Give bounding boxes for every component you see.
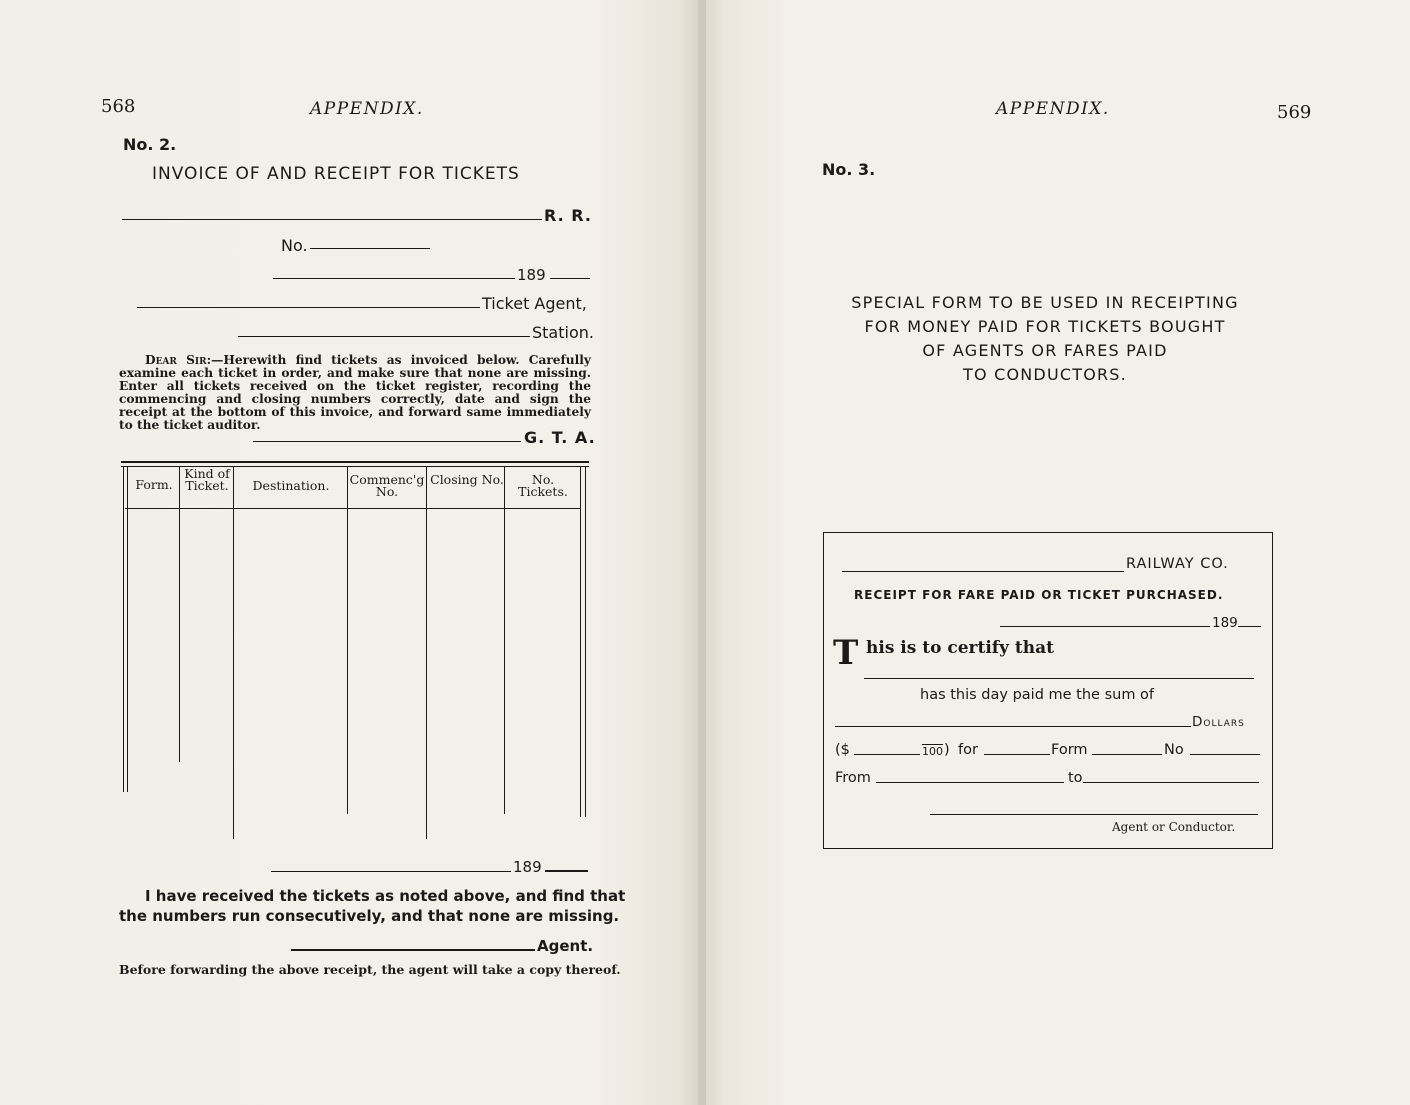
receipt-year-line (1238, 626, 1261, 627)
form-label: Form (1051, 742, 1088, 758)
railway-co-label: RAILWAY CO. (1126, 556, 1229, 572)
receipt-heading: RECEIPT FOR FARE PAID OR TICKET PURCHASED. (854, 588, 1224, 602)
ticket-table (121, 461, 591, 841)
no-label: No. (281, 236, 308, 255)
no-blank (310, 248, 430, 249)
receipt-text-line1: I have received the tickets as noted above, and find that (145, 887, 626, 905)
receipt-year-blank (545, 870, 588, 872)
column-divider (233, 467, 234, 839)
paid-text: has this day paid me the sum of (920, 687, 1155, 703)
year-label: 189 (517, 266, 546, 284)
form-number-3: No. 3. (822, 160, 876, 179)
table-header-kind: Kind of Ticket. (184, 466, 230, 493)
date-blank (273, 278, 515, 279)
table-header-tickets: No. Tickets. (518, 472, 568, 499)
no-label-receipt: No (1164, 742, 1184, 758)
for-label: for (958, 742, 978, 758)
to-label: to (1068, 770, 1083, 786)
from-label: From (835, 770, 871, 786)
special-form-title (800, 291, 1290, 387)
instructions-text: —Herewith find tickets as invoiced below. Carefully examine each ticket in order, and make sure that none are missing. Enter all tickets received on the ticket register, recording the commencing and closing numbers correctly, date and sign the receipt at the bottom of this invoice, and forward same immediately to the ticket auditor. (119, 353, 591, 432)
dollars-amount-line (835, 726, 1191, 727)
salutation: Dear Sir: (145, 353, 212, 367)
special-title-line: TO CONDUCTORS. (963, 365, 1127, 384)
table-left-border-inner (127, 467, 128, 792)
gta-label: G. T. A. (524, 428, 596, 447)
railway-name-blank (842, 571, 1124, 572)
receipt-date-blank (271, 871, 511, 872)
table-header-destination: Destination. (252, 478, 330, 493)
ticket-agent-blank (137, 307, 480, 308)
no-line (1190, 754, 1260, 755)
receipt-date-line (1000, 626, 1210, 627)
form-line (1092, 754, 1162, 755)
cents-fraction: 100 (922, 745, 943, 758)
conductor-signature-line (930, 814, 1258, 815)
railroad-blank (122, 219, 542, 220)
book-gutter (698, 0, 706, 1105)
year-blank (550, 278, 590, 279)
table-right-border (580, 467, 581, 817)
certify-text: his is to certify that (866, 638, 1054, 658)
table-header-commencing: Commenc'g No. (349, 472, 425, 499)
table-header-closing: Closing No. (430, 472, 504, 487)
column-divider (504, 467, 505, 814)
forwarding-footnote: Before forwarding the above receipt, the agent will take a copy thereof. (119, 962, 621, 977)
special-title-line: OF AGENTS OR FARES PAID (922, 341, 1168, 360)
receipt-year-label: 189 (513, 858, 542, 876)
payer-name-line (864, 678, 1254, 679)
for-line (984, 754, 1050, 755)
special-title-line: SPECIAL FORM TO BE USED IN RECEIPTING (851, 293, 1239, 312)
table-header-form: Form. (135, 477, 173, 492)
station-label: Station. (532, 323, 594, 342)
left-running-head: APPENDIX. (310, 99, 424, 119)
special-title-line: FOR MONEY PAID FOR TICKETS BOUGHT (864, 317, 1226, 336)
from-line (876, 782, 1064, 783)
receipt-year: 189 (1212, 615, 1238, 631)
table-left-border (123, 467, 124, 792)
table-header-rule (125, 508, 581, 509)
rr-label: R. R. (544, 206, 592, 225)
book-spread: 568 APPENDIX. No. 2. INVOICE OF AND RECEIPT FOR TICKETS R. R. No. 189 Ticket Agent, Station. Dear Sir:—Herewith find tickets as invoiced below. Carefully examine each ticket in order, and make sure that none are missing. Enter all tickets received on the ticket register, recording the commencing and closing numbers correctly, date and sign the receipt at the bottom of this invoice, and forward same immediately to the ticket auditor. G. T. A. Form. Kind of Ticket. Destination. Commenc'g No. Closing No. No. Tickets. 189 I have received the tickets as noted above, and find that the numbers run consecutively, and that none are missing. Agent. Before forwarding the above receipt, the agent will take a copy thereof. APPENDIX. 569 No. 3. SPECIAL FORM TO BE USED IN RECEIPTING FOR MONEY PAID FOR TICKETS BOUGHT OF AGENTS OR FARES PAID TO CONDUCTORS. RAILWAY CO. RECEIPT FOR FARE PAID OR TICKET PURCHASED. 189 T his is to certify that has this day paid me the sum of Dollars ($ 100 ) for Form No From to Agent or Conductor. (0, 0, 1410, 1105)
certify-dropcap: T (833, 633, 859, 673)
instructions-paragraph (119, 354, 591, 432)
table-top-rule (121, 461, 589, 463)
signature-label: Agent or Conductor. (1112, 820, 1236, 834)
receipt-text-line2: the numbers run consecutively, and that none are missing. (119, 907, 620, 925)
invoice-title: INVOICE OF AND RECEIPT FOR TICKETS (152, 164, 520, 184)
form-number-2: No. 2. (123, 135, 177, 154)
agent-signature-blank (291, 949, 535, 951)
column-divider (347, 467, 348, 814)
column-divider (426, 467, 427, 839)
dollars-label: Dollars (1192, 714, 1245, 730)
column-divider (179, 467, 180, 762)
dollar-figure-line (854, 754, 920, 755)
dollar-open: ($ (835, 742, 850, 758)
right-running-head: APPENDIX. (996, 99, 1110, 119)
to-line (1083, 782, 1259, 783)
agent-label: Agent. (537, 937, 594, 955)
table-right-border-outer (585, 467, 586, 817)
left-page-number: 568 (101, 96, 136, 117)
gta-blank (253, 441, 521, 442)
station-blank (238, 336, 530, 337)
ticket-agent-label: Ticket Agent, (482, 294, 587, 313)
right-page-number: 569 (1277, 102, 1312, 123)
